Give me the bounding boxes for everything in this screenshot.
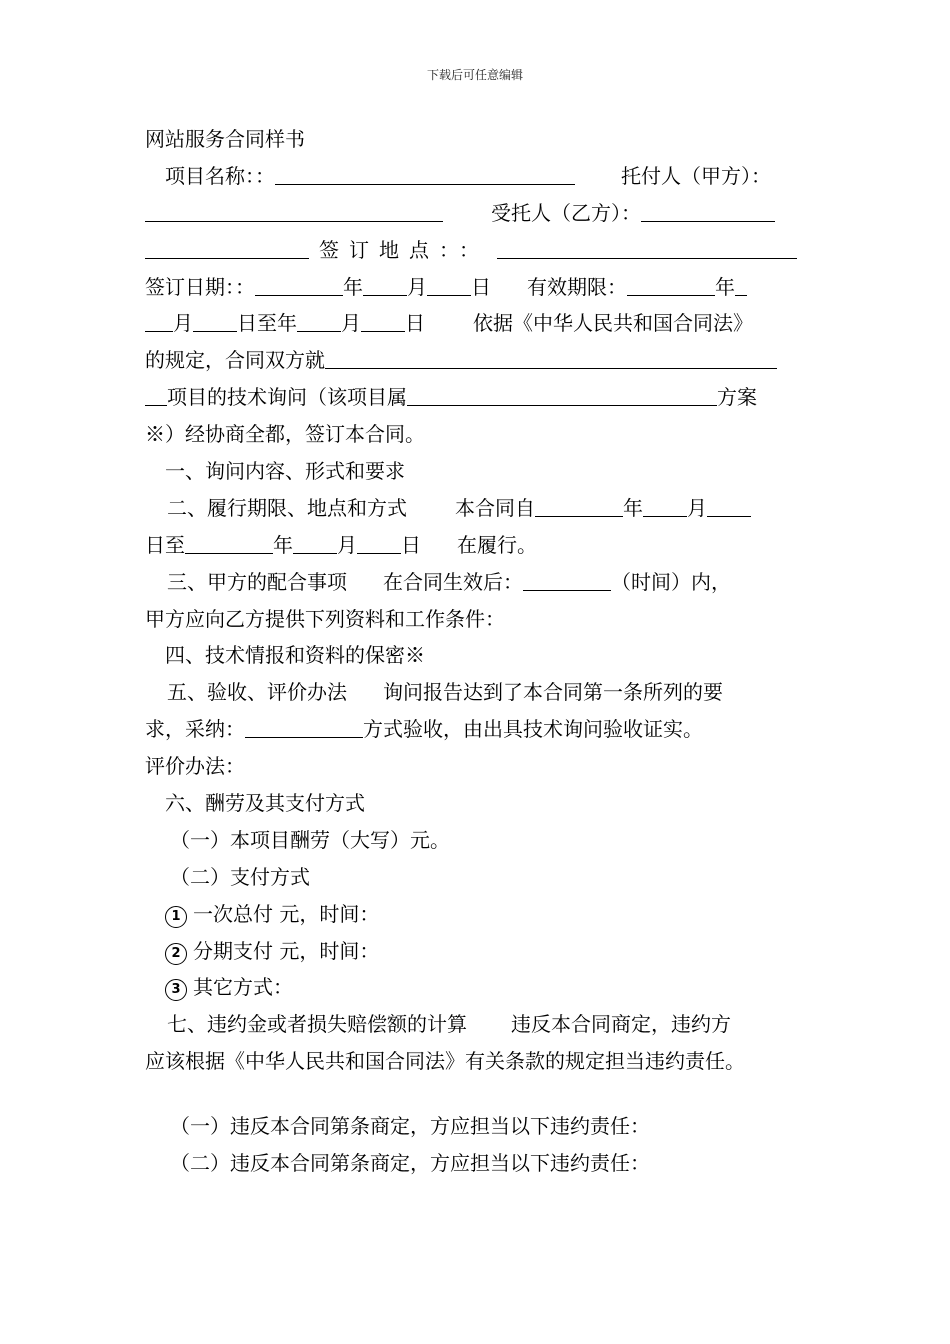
project-type-text: 项目的技术询问（该项目属: [167, 385, 407, 410]
sign-year-blank[interactable]: [255, 275, 343, 296]
validity-label: 有效期限：: [527, 274, 627, 299]
sign-place-label: 签订地点：：: [319, 237, 489, 262]
validity-month2-blank[interactable]: [297, 311, 341, 332]
validity-day2-blank[interactable]: [361, 311, 405, 332]
validity-year-blank[interactable]: [627, 275, 715, 296]
section-6-heading: 六、酬劳及其支付方式: [165, 791, 365, 816]
performance-text: 在履行。: [457, 532, 537, 557]
year-text: 年: [273, 532, 293, 557]
line-contractor: [145, 195, 815, 232]
to-year-blank[interactable]: [185, 533, 273, 554]
line-sign-place: [145, 232, 815, 269]
payment-option-1: [145, 896, 815, 933]
section-6-item-2: （二）支付方式: [170, 864, 310, 889]
year-text: 年: [343, 274, 363, 299]
line-validity: [145, 305, 815, 342]
month-text: 月: [337, 532, 357, 557]
page-header: 下载后可任意编辑: [426, 68, 523, 82]
section-7-heading: 七、违约金或者损失赔偿额的计算: [167, 1012, 467, 1037]
line-project-name: [145, 158, 815, 195]
section-2-heading: 二、履行期限、地点和方式: [167, 495, 407, 520]
contract-title: 网站服务合同样书: [145, 127, 305, 151]
to-day-blank[interactable]: [357, 533, 401, 554]
section-4-heading: 四、技术情报和资料的保密※: [165, 643, 425, 668]
payment-option-text: 分期支付 元，时间：: [193, 938, 380, 963]
project-type-blank[interactable]: [407, 385, 717, 406]
section-3-cont: 甲方应向乙方提供下列资料和工作条件：: [145, 606, 505, 631]
parties-text: 的规定，合同双方就: [145, 348, 325, 373]
sign-month-blank[interactable]: [363, 275, 407, 296]
month-text: 月: [173, 311, 193, 336]
plan-text: 方案: [717, 385, 757, 410]
section-2: [145, 490, 815, 527]
validity-tail-blank[interactable]: [735, 275, 747, 296]
breach-text: 违反本合同商定，违约方: [511, 1012, 731, 1037]
day-text: 日: [401, 532, 421, 557]
contract-from-text: 本合同自: [455, 495, 535, 520]
subject-blank-cont[interactable]: [145, 385, 167, 406]
contractor-blank-cont[interactable]: [145, 238, 309, 259]
acceptance-method-text: 方式验收，由出具技术询问验收证实。: [363, 717, 703, 742]
acceptance-method-blank[interactable]: [245, 717, 363, 738]
contract-body: [145, 121, 815, 1182]
day-text: 日: [405, 311, 425, 336]
sign-place-blank[interactable]: [497, 238, 797, 259]
section-5-cont: [145, 711, 815, 748]
subject-blank[interactable]: [325, 348, 777, 369]
section-5: [145, 674, 815, 711]
section-3: [145, 564, 815, 601]
from-year-blank[interactable]: [535, 496, 623, 517]
validity-day-blank[interactable]: [193, 311, 237, 332]
validity-month-blank[interactable]: [145, 311, 173, 332]
payment-option-text: 一次总付 元，时间：: [193, 901, 380, 926]
day-to-text: 日至: [145, 532, 185, 557]
section-2-cont: [145, 527, 815, 564]
line-project-type: [145, 379, 815, 416]
acceptance-text: 询问报告达到了本合同第一条所列的要: [383, 680, 723, 705]
after-effective-text: 在合同生效后：: [383, 569, 523, 594]
section-5-heading: 五、验收、评价办法: [167, 680, 347, 705]
line-sign-date: [145, 269, 815, 306]
contractor-blank[interactable]: [641, 201, 775, 222]
from-month-blank[interactable]: [643, 496, 687, 517]
project-name-label: 项目名称：：: [165, 163, 275, 188]
liability-item-2: （二）违反本合同第条商定，方应担当以下违约责任：: [170, 1151, 650, 1176]
circled-number-three-icon: 3: [165, 979, 187, 1001]
line-parties: [145, 342, 815, 379]
payment-option-3: [145, 969, 815, 1006]
line-agreement: ※）经协商全都，签订本合同。: [145, 422, 425, 447]
payment-option-text: 其它方式：: [193, 975, 293, 1000]
section-6-item-1: （一）本项目酬劳（大写）元。: [170, 827, 450, 852]
evaluation-method: 评价办法：: [145, 754, 245, 779]
time-text: （时间）内，: [611, 569, 731, 594]
year-text: 年: [623, 495, 643, 520]
client-label: 托付人（甲方）：: [621, 163, 771, 188]
section-3-heading: 三、甲方的配合事项: [167, 569, 347, 594]
time-blank[interactable]: [523, 570, 611, 591]
law-reference: 依据《中华人民共和国合同法》: [473, 311, 753, 336]
day-to-year-text: 日至年: [237, 311, 297, 336]
day-text: 日: [471, 274, 491, 299]
section-7-cont: 应该根据《中华人民共和国合同法》有关条款的规定担当违约责任。: [145, 1049, 745, 1074]
payment-option-2: [145, 933, 815, 970]
contractor-label: 受托人（乙方）：: [491, 200, 641, 225]
section-7: [145, 1006, 815, 1043]
adopt-text: 求，采纳：: [145, 717, 245, 742]
blank-space: [145, 1080, 815, 1108]
client-blank[interactable]: [145, 201, 443, 222]
month-text: 月: [687, 495, 707, 520]
to-month-blank[interactable]: [293, 533, 337, 554]
section-1-heading: 一、询问内容、形式和要求: [165, 459, 405, 484]
month-text: 月: [407, 274, 427, 299]
month-text: 月: [341, 311, 361, 336]
sign-date-label: 签订日期：：: [145, 274, 255, 299]
circled-number-two-icon: 2: [165, 943, 187, 965]
year-text: 年: [715, 274, 735, 299]
liability-item-1: （一）违反本合同第条商定，方应担当以下违约责任：: [170, 1114, 650, 1139]
circled-number-one-icon: 1: [165, 906, 187, 928]
sign-day-blank[interactable]: [427, 275, 471, 296]
from-day-blank[interactable]: [707, 496, 751, 517]
project-name-blank[interactable]: [275, 164, 575, 185]
